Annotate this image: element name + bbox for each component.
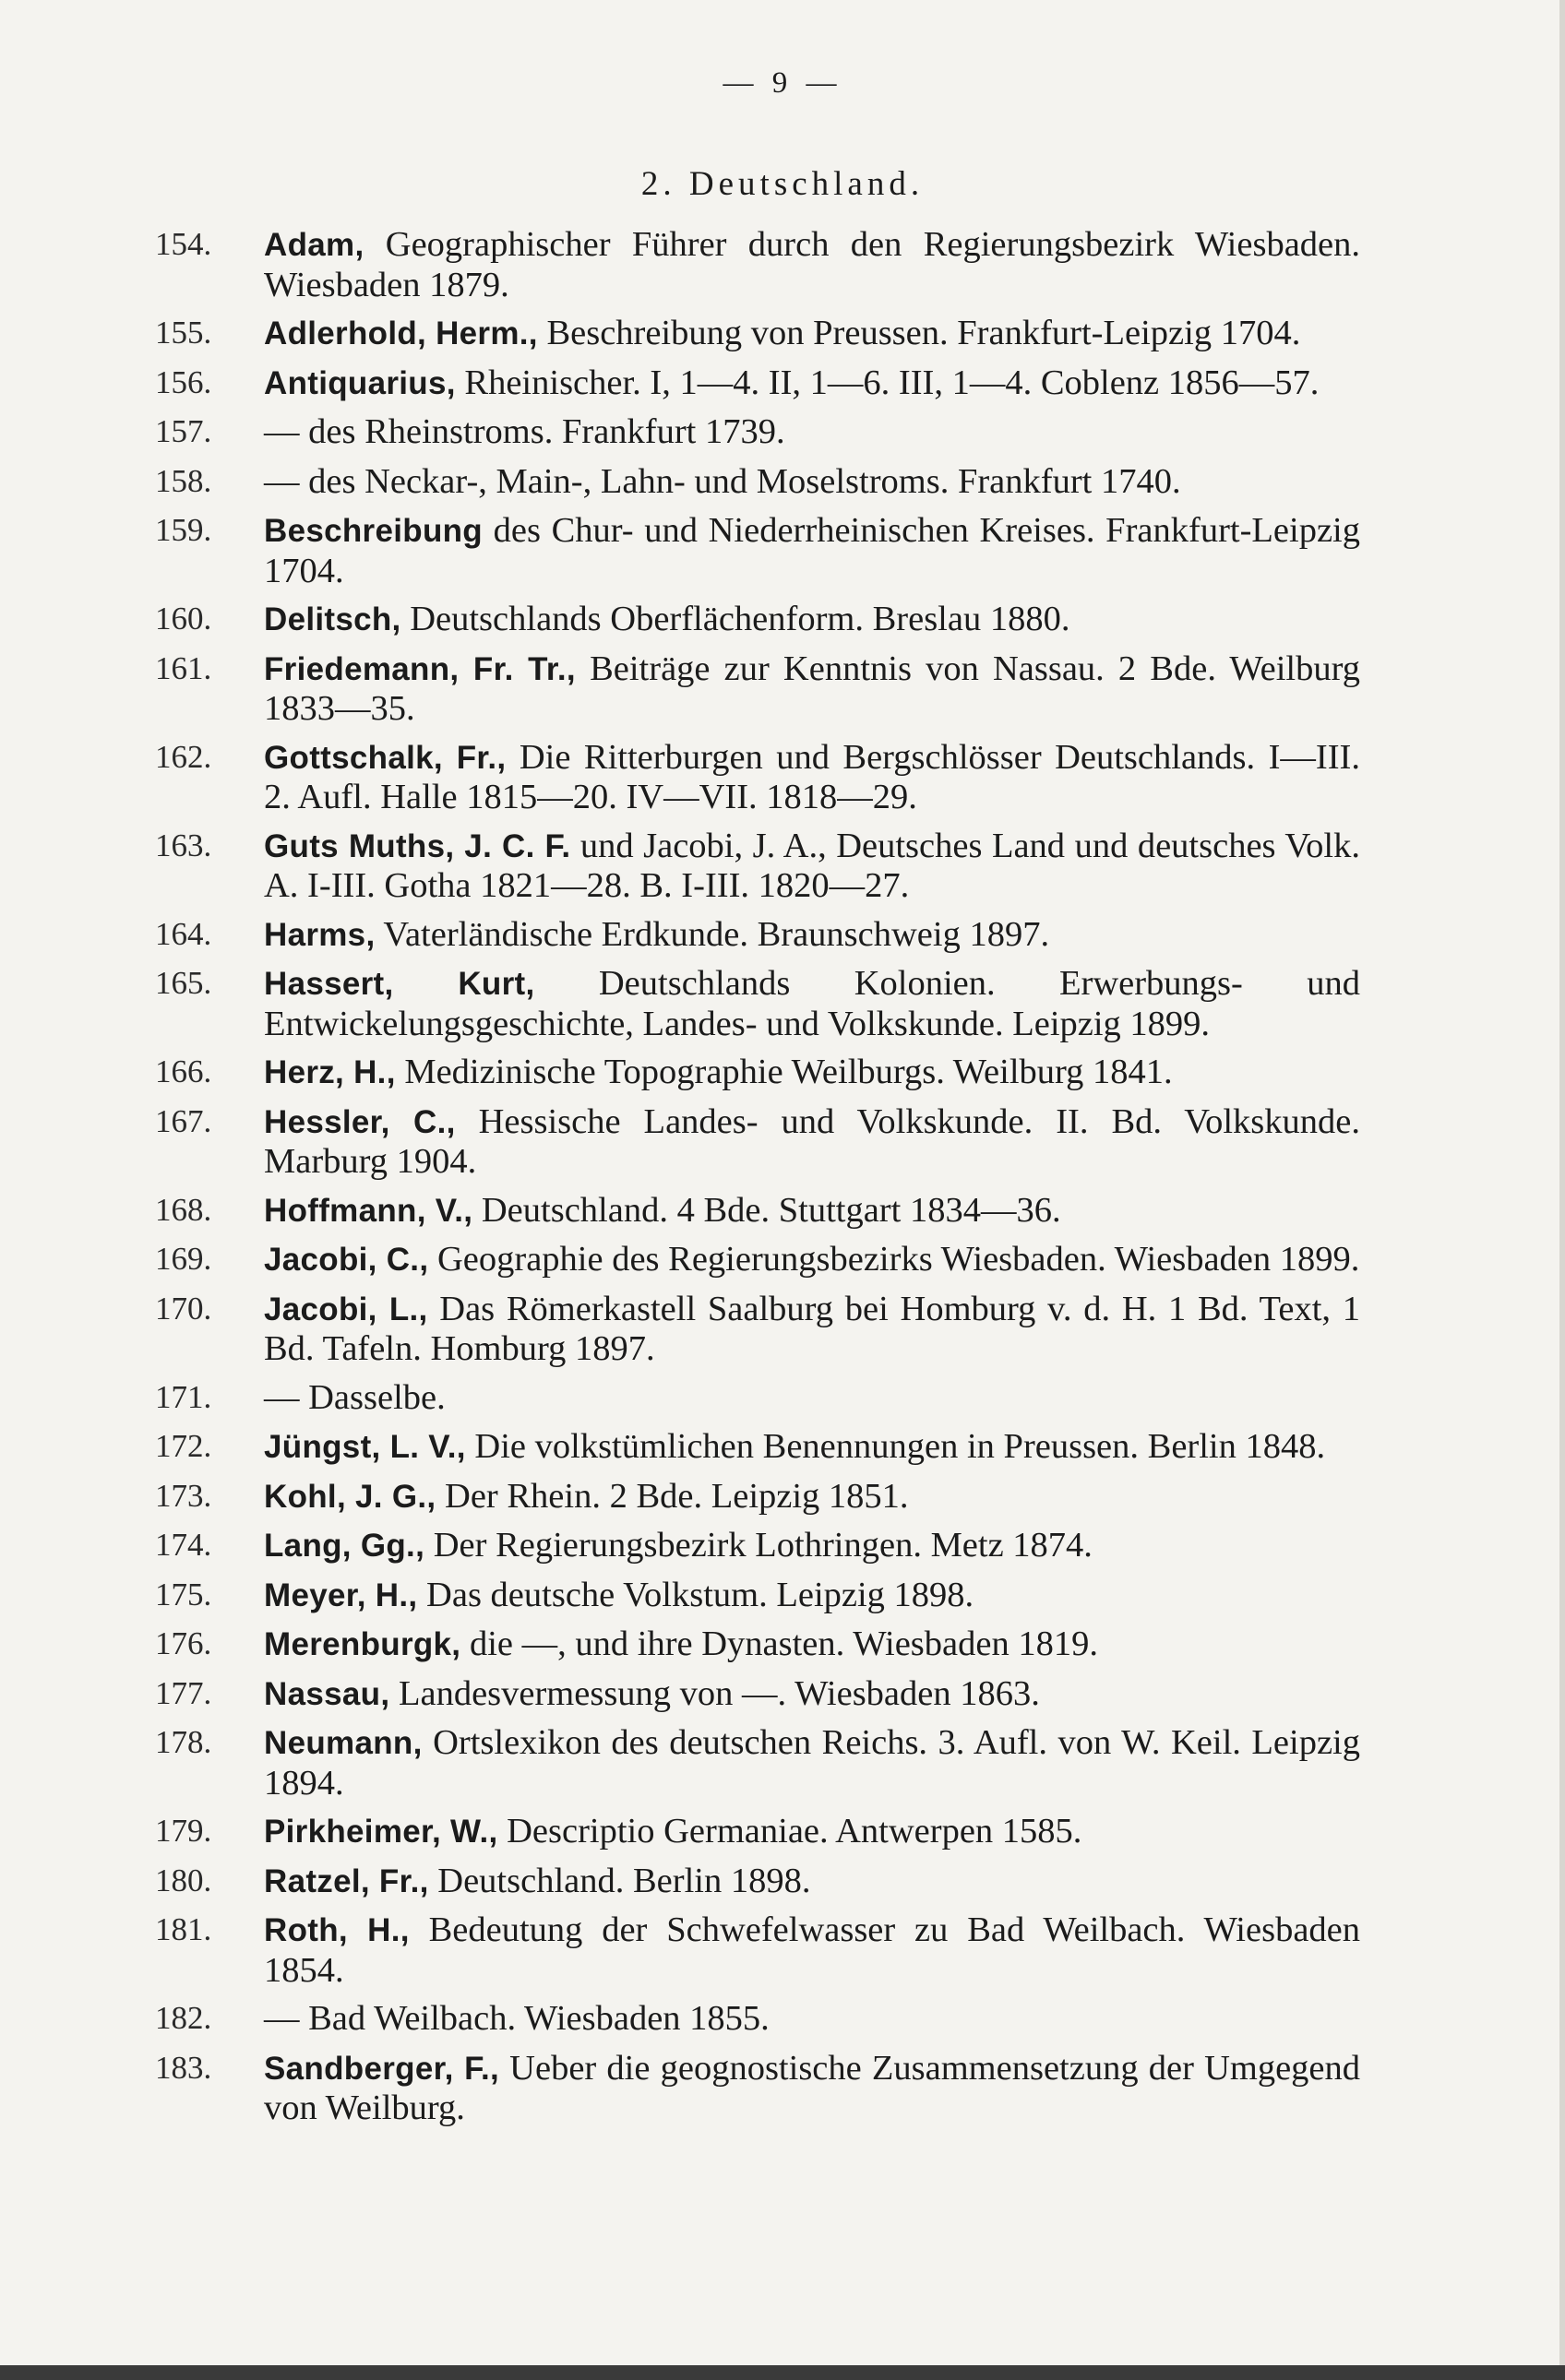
entry-text: Geographischer Führer durch den Regierungsbezirk Wiesbaden. Wiesbaden 1879. <box>264 225 1360 304</box>
entry-author: Adam, <box>264 227 364 263</box>
bibliography-entry <box>0 1102 1360 1182</box>
entry-text: des Chur- und Niederrheinischen Kreises. Frankfurt-Leipzig 1704. <box>264 511 1360 590</box>
entry-number: 161. <box>155 649 212 686</box>
bibliography-list <box>0 225 1565 2137</box>
bibliography-entry <box>0 1477 1360 1517</box>
entry-author: Herz, H., <box>264 1054 396 1090</box>
entry-number: 158. <box>155 462 212 499</box>
entry-number: 180. <box>155 1862 212 1898</box>
entry-text: Hessische Landes- und Volkskunde. II. Bd. Volkskunde. Marburg 1904. <box>264 1101 1361 1181</box>
entry-author: Jüngst, L. V., <box>264 1429 466 1465</box>
bibliography-entry <box>0 1674 1360 1715</box>
bibliography-entry <box>0 1378 1360 1419</box>
entry-text: die —, und ihre Dynasten. Wiesbaden 1819. <box>460 1624 1098 1663</box>
bibliography-entry <box>0 1624 1360 1665</box>
entry-author: Harms, <box>264 916 376 953</box>
entry-number: 176. <box>155 1625 212 1661</box>
entry-text: Rheinischer. I, 1—4. II, 1—6. III, 1—4. Coblenz 1856—57. <box>455 363 1320 402</box>
entry-text: Beschreibung von Preussen. Frankfurt-Leipzig 1704. <box>537 314 1301 352</box>
entry-number: 169. <box>155 1241 212 1277</box>
entry-number: 174. <box>155 1527 212 1563</box>
bibliography-entry <box>0 600 1360 640</box>
entry-number: 179. <box>155 1813 212 1849</box>
bibliography-entry <box>0 225 1360 304</box>
entry-number: 162. <box>155 738 212 775</box>
entry-text: Die volkstümlichen Benennungen in Preussen. Berlin 1848. <box>465 1427 1326 1466</box>
entry-number: 178. <box>155 1724 212 1760</box>
entry-number: 159. <box>155 512 212 548</box>
bibliography-entry <box>0 1290 1360 1369</box>
entry-number: 172. <box>155 1428 212 1464</box>
entry-author: Jacobi, C., <box>264 1242 429 1278</box>
entry-number: 155. <box>155 315 212 351</box>
entry-number: 160. <box>155 601 212 637</box>
entry-author: Beschreibung <box>264 513 483 549</box>
bibliography-entry <box>0 1910 1360 1990</box>
page-edge-shadow <box>1559 0 1565 2380</box>
entry-text: Der Rhein. 2 Bde. Leipzig 1851. <box>436 1476 909 1516</box>
entry-number: 156. <box>155 363 212 400</box>
bibliography-entry <box>0 964 1360 1043</box>
entry-number: 177. <box>155 1674 212 1711</box>
bibliography-entry <box>0 462 1360 503</box>
bibliography-entry <box>0 314 1360 354</box>
bibliography-entry <box>0 1723 1360 1803</box>
entry-text: Descriptio Germaniae. Antwerpen 1585. <box>497 1812 1082 1850</box>
bibliography-entry <box>0 827 1360 906</box>
entry-number: 182. <box>155 2000 212 2036</box>
entry-text: Ueber die geognostische Zusammensetzung der Umgegend von Weilburg. <box>264 2048 1361 2127</box>
entry-text: Deutschlands Kolonien. Erwerbungs- und Entwickelungsgeschichte, Landes- und Volkskunde. Leipzig 1899. <box>264 964 1360 1043</box>
bibliography-entry <box>0 1812 1360 1852</box>
bibliography-entry <box>0 1191 1360 1232</box>
entry-text: Das deutsche Volkstum. Leipzig 1898. <box>417 1575 974 1614</box>
bibliography-entry <box>0 1576 1360 1616</box>
entry-text: — des Rheinstroms. Frankfurt 1739. <box>264 412 785 451</box>
entry-author: Roth, H., <box>264 1912 410 1948</box>
entry-author: Lang, Gg., <box>264 1528 425 1564</box>
entry-text: Medizinische Topographie Weilburgs. Weilburg 1841. <box>395 1053 1173 1091</box>
entry-number: 171. <box>155 1378 212 1415</box>
page-number: — 9 — <box>723 66 842 100</box>
entry-text: Der Regierungsbezirk Lothringen. Metz 1874. <box>424 1526 1093 1565</box>
entry-author: Kohl, J. G., <box>264 1478 436 1515</box>
entry-text: Bedeutung der Schwefelwasser zu Bad Weilbach. Wiesbaden 1854. <box>264 1910 1361 1990</box>
entry-text: — Dasselbe. <box>264 1377 446 1417</box>
entry-author: Ratzel, Fr., <box>264 1862 429 1899</box>
entry-text: Die Ritterburgen und Bergschlösser Deutschlands. I—III. 2. Aufl. Halle 1815—20. IV—VII. 1818—29. <box>264 737 1360 816</box>
entry-number: 154. <box>155 226 212 262</box>
bibliography-entry <box>0 649 1360 729</box>
bibliography-entry <box>0 1526 1360 1566</box>
entry-author: Hoffmann, V., <box>264 1192 473 1229</box>
entry-author: Merenburgk, <box>264 1626 461 1662</box>
entry-number: 168. <box>155 1191 212 1228</box>
bibliography-entry <box>0 363 1360 404</box>
entry-text: Deutschland. 4 Bde. Stuttgart 1834—36. <box>472 1190 1061 1230</box>
section-heading: 2. Deutschland. <box>640 165 925 203</box>
bibliography-entry <box>0 1053 1360 1093</box>
entry-number: 181. <box>155 1911 212 1947</box>
bibliography-entry <box>0 1999 1360 2040</box>
bibliography-entry <box>0 915 1360 956</box>
entry-author: Jacobi, L., <box>264 1291 428 1327</box>
scan-bottom-border <box>0 2365 1565 2380</box>
entry-author: Neumann, <box>264 1725 423 1761</box>
entry-text: Deutschland. Berlin 1898. <box>428 1861 811 1900</box>
entry-number: 170. <box>155 1290 212 1327</box>
entry-author: Adlerhold, Herm., <box>264 315 538 351</box>
entry-number: 157. <box>155 413 212 449</box>
entry-number: 163. <box>155 827 212 863</box>
entry-number: 167. <box>155 1102 212 1139</box>
entry-author: Pirkheimer, W., <box>264 1814 498 1850</box>
bibliography-entry <box>0 412 1360 453</box>
entry-number: 166. <box>155 1053 212 1089</box>
entry-author: Delitsch, <box>264 601 401 637</box>
entry-text: Ortslexikon des deutschen Reichs. 3. Aufl. von W. Keil. Leipzig 1894. <box>264 1723 1360 1803</box>
entry-text: und Jacobi, J. A., Deutsches Land und deutsches Volk. A. I-III. Gotha 1821—28. B. I-III. 1820—27. <box>264 826 1360 905</box>
entry-text: Vaterländische Erdkunde. Braunschweig 1897. <box>375 914 1050 954</box>
entry-author: Nassau, <box>264 1675 390 1712</box>
entry-author: Guts Muths, J. C. F. <box>264 827 571 864</box>
entry-text: Das Römerkastell Saalburg bei Homburg v. d. H. 1 Bd. Text, 1 Bd. Tafeln. Homburg 1897. <box>264 1289 1360 1368</box>
entry-number: 165. <box>155 965 212 1001</box>
entry-text: Deutschlands Oberflächenform. Breslau 1880. <box>400 600 1070 638</box>
entry-author: Meyer, H., <box>264 1577 418 1613</box>
entry-text: Landesvermessung von —. Wiesbaden 1863. <box>389 1673 1040 1713</box>
entry-number: 183. <box>155 2049 212 2086</box>
entry-text: Geographie des Regierungsbezirks Wiesbaden. Wiesbaden 1899. <box>428 1240 1360 1279</box>
entry-text: — Bad Weilbach. Wiesbaden 1855. <box>264 1999 770 2038</box>
bibliography-entry <box>0 1427 1360 1468</box>
entry-number: 173. <box>155 1477 212 1514</box>
entry-author: Hassert, Kurt, <box>264 966 535 1002</box>
entry-author: Friedemann, Fr. Tr., <box>264 650 576 687</box>
bibliography-entry <box>0 1862 1360 1902</box>
entry-number: 164. <box>155 915 212 952</box>
bibliography-entry <box>0 2049 1360 2128</box>
entry-author: Antiquarius, <box>264 364 456 401</box>
entry-author: Hessler, C., <box>264 1103 456 1140</box>
entry-author: Gottschalk, Fr., <box>264 739 507 776</box>
bibliography-entry <box>0 1240 1360 1280</box>
entry-number: 175. <box>155 1576 212 1612</box>
bibliography-entry <box>0 738 1360 817</box>
entry-text: Beiträge zur Kenntnis von Nassau. 2 Bde. Weilburg 1833—35. <box>264 649 1360 728</box>
entry-text: — des Neckar-, Main-, Lahn- und Moselstroms. Frankfurt 1740. <box>264 461 1181 501</box>
bibliography-entry <box>0 511 1360 590</box>
entry-author: Sandberger, F., <box>264 2050 500 2087</box>
